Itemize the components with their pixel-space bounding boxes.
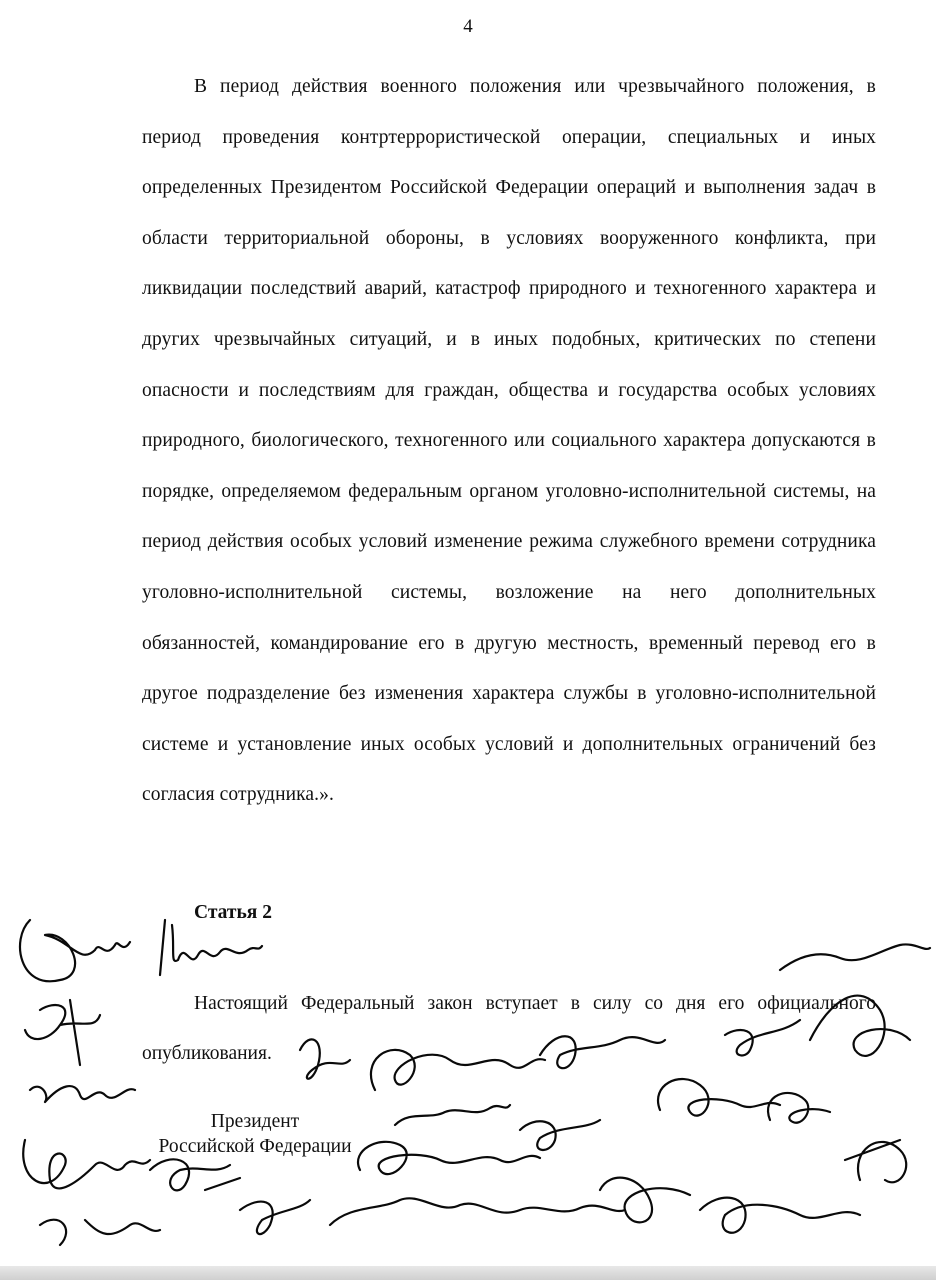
signature-scribble	[20, 920, 130, 981]
signature-block	[142, 1109, 368, 1159]
signature-scribble	[150, 1159, 240, 1190]
signature-scribble	[330, 1198, 625, 1225]
signature-scribble	[358, 1142, 540, 1174]
signature-scribble	[40, 1220, 160, 1245]
signature-scribble	[658, 1079, 780, 1116]
article-heading: Статья 2	[194, 902, 272, 923]
signature-scribble	[700, 1198, 860, 1233]
signature-scribble	[845, 1140, 906, 1182]
signature-scribble	[30, 1086, 135, 1102]
signature-scribble	[520, 1120, 600, 1150]
handwritten-signatures	[0, 880, 936, 1280]
signature-scribble	[160, 920, 262, 975]
signature-scribble	[768, 1093, 830, 1123]
signature-line-president: Президент	[210, 1111, 300, 1132]
signature-scribble	[25, 1000, 100, 1065]
page-bottom-edge	[0, 1266, 936, 1280]
signature-scribble	[780, 944, 930, 970]
signature-scribble	[23, 1140, 150, 1188]
article-text: Настоящий Федеральный закон вступает в силу со дня его официального опубликования.	[142, 993, 876, 1064]
body-paragraph: В период действия военного положения или чрезвычайного положения, в период проведения контртеррористической операции, специальных и иных определенных Президентом Российской Федерации операций и выполнения задач в области территориальной обороны, в условиях вооруженного конфликта, при ликвидации последствий аварий, катастроф природного и техногенного характера и других чрезвычайных ситуаций, и в иных подобных, критических по степени опасности и последствиям для граждан, общества и государства особых условиях природного, биологического, техногенного или социального характера допускаются в порядке, определяемом федеральным органом уголовно-исполнительной системы, на период действия особых условий изменение режима служебного времени сотрудника уголовно-исполнительной системы, возложение на него дополнительных обязанностей, командирование его в другую местность, временный перевод его в другое подразделение без изменения характера службы в уголовно-исполнительной системе и установление иных особых условий и дополнительных ограничений без согласия сотрудника.».	[142, 76, 876, 806]
signature-scribble	[600, 1178, 690, 1223]
signature-line-federation: Российской Федерации	[158, 1136, 352, 1157]
signature-scribble	[240, 1200, 310, 1234]
page-number: 4	[463, 16, 473, 37]
signature-scribble	[395, 1105, 510, 1125]
